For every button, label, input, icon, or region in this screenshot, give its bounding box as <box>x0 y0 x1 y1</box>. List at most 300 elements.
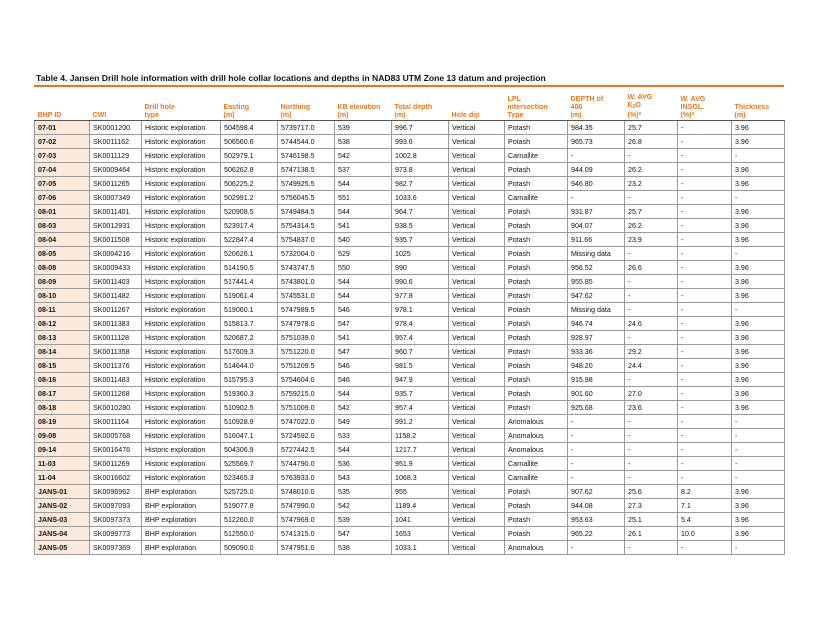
table-cell: Historic exploration <box>142 345 221 359</box>
bhp-id-cell: 09-14 <box>35 443 90 457</box>
table-row <box>35 289 785 303</box>
table-row <box>35 513 785 527</box>
table-row <box>35 359 785 373</box>
table-cell: Vertical <box>449 331 505 345</box>
bhp-id-cell: JANS-03 <box>35 513 90 527</box>
table-cell: 23.2 <box>625 177 678 191</box>
bhp-id-cell: 08-12 <box>35 317 90 331</box>
table-row <box>35 527 785 541</box>
table-cell: 504598.4 <box>221 121 278 135</box>
table-cell: 525569.7 <box>221 457 278 471</box>
table-cell: 8.2 <box>678 485 732 499</box>
table-cell: 539 <box>335 121 392 135</box>
table-cell: SK0011376 <box>90 359 142 373</box>
table-cell: Potash <box>505 303 568 317</box>
table-cell: 925.68 <box>568 401 625 415</box>
column-header-line: CWI <box>92 111 107 119</box>
table-cell: Vertical <box>449 191 505 205</box>
table-cell: Historic exploration <box>142 457 221 471</box>
table-cell: 506560.6 <box>221 135 278 149</box>
table-cell: 1033.6 <box>392 191 449 205</box>
table-row <box>35 387 785 401</box>
table-cell: 3.96 <box>732 205 785 219</box>
table-cell: 523917.4 <box>221 219 278 233</box>
table-cell: Vertical <box>449 149 505 163</box>
table-cell: 3.96 <box>732 163 785 177</box>
table-cell: 5746198.5 <box>278 149 335 163</box>
bhp-id-cell: 07-04 <box>35 163 90 177</box>
table-cell: 5744544.0 <box>278 135 335 149</box>
table-cell: Vertical <box>449 205 505 219</box>
bhp-id-cell: 08-01 <box>35 205 90 219</box>
table-cell: 1653 <box>392 527 449 541</box>
table-cell: Vertical <box>449 289 505 303</box>
table-cell: 529 <box>335 247 392 261</box>
bhp-id-cell: 08-13 <box>35 331 90 345</box>
table-row <box>35 331 785 345</box>
table-cell: 541 <box>335 219 392 233</box>
column-header <box>35 87 90 121</box>
table-row <box>35 471 785 485</box>
table-cell: 5724592.0 <box>278 429 335 443</box>
table-cell: Historic exploration <box>142 219 221 233</box>
table-cell: 3.96 <box>732 331 785 345</box>
table-cell: 3.96 <box>732 219 785 233</box>
table-cell: 944.08 <box>568 499 625 513</box>
table-row <box>35 401 785 415</box>
table-cell: Historic exploration <box>142 233 221 247</box>
table-cell: 993.6 <box>392 135 449 149</box>
table-row <box>35 303 785 317</box>
table-cell: Potash <box>505 275 568 289</box>
table-cell: - <box>732 429 785 443</box>
table-cell: 978.4 <box>392 317 449 331</box>
column-header-line: Total depth <box>394 103 433 111</box>
table-cell: SK0011401 <box>90 205 142 219</box>
table-cell: 5754604.0 <box>278 373 335 387</box>
table-cell: 991.2 <box>392 415 449 429</box>
table-cell: SK0010280 <box>90 401 142 415</box>
table-cell: 519360.3 <box>221 387 278 401</box>
table-cell: Historic exploration <box>142 275 221 289</box>
table-cell: SK0012931 <box>90 219 142 233</box>
column-header-line: (m) <box>570 111 582 119</box>
table-cell: 3.96 <box>732 177 785 191</box>
table-cell: - <box>678 275 732 289</box>
table-cell: - <box>678 261 732 275</box>
table-cell: Vertical <box>449 135 505 149</box>
table-row <box>35 443 785 457</box>
table-cell: - <box>625 331 678 345</box>
bhp-id-cell: 07-01 <box>35 121 90 135</box>
table-cell: 538 <box>335 541 392 555</box>
table-cell: - <box>568 415 625 429</box>
table-cell: 519077.8 <box>221 499 278 513</box>
table-cell: 517609.3 <box>221 345 278 359</box>
table-cell: SK0016476 <box>90 443 142 457</box>
column-header-line: W. AVG <box>627 93 653 101</box>
column-header <box>732 87 785 121</box>
table-cell: 984.35 <box>568 121 625 135</box>
table-cell: 26.2 <box>625 219 678 233</box>
table-cell: 5751039.0 <box>278 331 335 345</box>
table-cell: SK0007349 <box>90 191 142 205</box>
column-header-line: Drill hole <box>144 103 175 111</box>
table-cell: SK0011269 <box>90 457 142 471</box>
table-cell: Historic exploration <box>142 205 221 219</box>
bhp-id-cell: JANS-05 <box>35 541 90 555</box>
table-cell: Potash <box>505 401 568 415</box>
table-cell: 520908.5 <box>221 205 278 219</box>
table-cell: Historic exploration <box>142 331 221 345</box>
table-row <box>35 457 785 471</box>
table-cell: 3.96 <box>732 373 785 387</box>
bhp-id-cell: 07-02 <box>35 135 90 149</box>
table-cell: Vertical <box>449 499 505 513</box>
table-cell: BHP exploration <box>142 527 221 541</box>
table-cell: Vertical <box>449 247 505 261</box>
table-cell: 938.5 <box>392 219 449 233</box>
table-cell: Vertical <box>449 513 505 527</box>
table-cell: Historic exploration <box>142 429 221 443</box>
table-cell: BHP exploration <box>142 499 221 513</box>
column-header <box>221 87 278 121</box>
table-cell: Potash <box>505 387 568 401</box>
table-cell: - <box>568 429 625 443</box>
table-cell: Potash <box>505 513 568 527</box>
table-cell: Vertical <box>449 163 505 177</box>
table-cell: 520626.1 <box>221 247 278 261</box>
table-cell: BHP exploration <box>142 513 221 527</box>
table-cell: 515813.7 <box>221 317 278 331</box>
table-cell: 5747990.0 <box>278 499 335 513</box>
table-cell: 957.4 <box>392 401 449 415</box>
table-cell: 543 <box>335 471 392 485</box>
table-cell: 5747022.0 <box>278 415 335 429</box>
table-cell: - <box>625 415 678 429</box>
table-cell: Vertical <box>449 177 505 191</box>
table-cell: 911.66 <box>568 233 625 247</box>
table-row <box>35 233 785 247</box>
table-cell: - <box>678 149 732 163</box>
table-cell: 3.96 <box>732 387 785 401</box>
table-cell: SK0097373 <box>90 513 142 527</box>
table-cell: Historic exploration <box>142 303 221 317</box>
table-cell: 5747951.0 <box>278 541 335 555</box>
table-cell: BHP exploration <box>142 541 221 555</box>
table-cell: 27.3 <box>625 499 678 513</box>
table-cell: 27.0 <box>625 387 678 401</box>
table-cell: Carnallite <box>505 191 568 205</box>
table-cell: 5744790.0 <box>278 457 335 471</box>
table-cell: - <box>625 373 678 387</box>
table-cell: 3.96 <box>732 135 785 149</box>
column-header-line: (m) <box>223 111 235 119</box>
bhp-id-cell: 08-17 <box>35 387 90 401</box>
table-cell: 944.09 <box>568 163 625 177</box>
table-cell: 550 <box>335 261 392 275</box>
column-header-line: type <box>144 111 160 119</box>
table-cell: SK0099773 <box>90 527 142 541</box>
table-cell: 24.4 <box>625 359 678 373</box>
table-cell: Missing data <box>568 247 625 261</box>
table-cell: Vertical <box>449 233 505 247</box>
table-cell: 948.20 <box>568 359 625 373</box>
table-cell: 5747978.0 <box>278 317 335 331</box>
table-cell: - <box>568 443 625 457</box>
table-cell: 520687.2 <box>221 331 278 345</box>
table-cell: 533 <box>335 429 392 443</box>
table-cell: 544 <box>335 289 392 303</box>
table-cell: - <box>732 149 785 163</box>
table-cell: 3.96 <box>732 401 785 415</box>
table-cell: Vertical <box>449 359 505 373</box>
table-cell: 23.6 <box>625 401 678 415</box>
table-cell: - <box>678 219 732 233</box>
table-cell: 3.96 <box>732 345 785 359</box>
table-cell: - <box>568 149 625 163</box>
table-cell: SK0011358 <box>90 345 142 359</box>
table-cell: Vertical <box>449 219 505 233</box>
table-cell: 536 <box>335 457 392 471</box>
table-cell: - <box>625 289 678 303</box>
table-cell: 1189.4 <box>392 499 449 513</box>
bhp-id-cell: 07-05 <box>35 177 90 191</box>
table-cell: Vertical <box>449 485 505 499</box>
table-cell: - <box>678 121 732 135</box>
table-cell: 522847.4 <box>221 233 278 247</box>
bhp-id-cell: 09-08 <box>35 429 90 443</box>
table-cell: 523465.3 <box>221 471 278 485</box>
table-cell: Historic exploration <box>142 135 221 149</box>
column-header-line: INSOL. <box>680 103 705 111</box>
table-cell: Potash <box>505 163 568 177</box>
table-body <box>35 121 785 555</box>
table-cell: 904.07 <box>568 219 625 233</box>
table-cell: - <box>732 247 785 261</box>
table-cell: 544 <box>335 387 392 401</box>
table-cell: 5751009.0 <box>278 401 335 415</box>
table-cell: SK0004216 <box>90 247 142 261</box>
table-cell: Vertical <box>449 471 505 485</box>
table-cell: 25.7 <box>625 121 678 135</box>
table-row <box>35 149 785 163</box>
table-cell: 1068.3 <box>392 471 449 485</box>
table-cell: 5739717.0 <box>278 121 335 135</box>
table-cell: Potash <box>505 233 568 247</box>
column-header <box>392 87 449 121</box>
table-cell: Vertical <box>449 527 505 541</box>
table-cell: - <box>678 233 732 247</box>
column-header <box>449 87 505 121</box>
table-cell: Historic exploration <box>142 177 221 191</box>
table-cell: 5747138.5 <box>278 163 335 177</box>
table-cell: 935.7 <box>392 387 449 401</box>
table-cell: 955.85 <box>568 275 625 289</box>
table-cell: 964.7 <box>392 205 449 219</box>
table-cell: 547 <box>335 527 392 541</box>
table-cell: - <box>732 191 785 205</box>
bhp-id-cell: 08-18 <box>35 401 90 415</box>
table-cell: Potash <box>505 485 568 499</box>
table-cell: 5.4 <box>678 513 732 527</box>
table-cell: 1033.1 <box>392 541 449 555</box>
table-cell: SK0011267 <box>90 303 142 317</box>
table-cell: - <box>625 191 678 205</box>
table-cell: 947.62 <box>568 289 625 303</box>
table-cell: 3.96 <box>732 485 785 499</box>
column-header-line: (m) <box>337 111 349 119</box>
table-cell: 525725.0 <box>221 485 278 499</box>
table-cell: 549 <box>335 415 392 429</box>
table-cell: - <box>732 415 785 429</box>
table-cell: 977.8 <box>392 289 449 303</box>
column-header-line: W. AVG <box>680 95 706 103</box>
table-cell: 506225.2 <box>221 177 278 191</box>
table-cell: 951.9 <box>392 457 449 471</box>
table-row <box>35 121 785 135</box>
table-cell: - <box>568 471 625 485</box>
table-cell: 5743801.0 <box>278 275 335 289</box>
table-cell: 1041 <box>392 513 449 527</box>
table-cell: - <box>678 373 732 387</box>
table-cell: 901.60 <box>568 387 625 401</box>
table-cell: 5749484.5 <box>278 205 335 219</box>
table-cell: Carnallite <box>505 149 568 163</box>
table-cell: SK0011129 <box>90 149 142 163</box>
table-cell: Historic exploration <box>142 415 221 429</box>
table-cell: Vertical <box>449 303 505 317</box>
table-cell: Potash <box>505 219 568 233</box>
column-header-line: KB elevation <box>337 103 381 111</box>
bhp-id-cell: 11-04 <box>35 471 90 485</box>
table-cell: 502979.1 <box>221 149 278 163</box>
table-cell: SK0009464 <box>90 163 142 177</box>
column-header-line: (m) <box>394 111 406 119</box>
table-row <box>35 219 785 233</box>
bhp-id-cell: JANS-01 <box>35 485 90 499</box>
table-cell: 3.96 <box>732 233 785 247</box>
table-cell: 3.96 <box>732 275 785 289</box>
table-cell: 514190.5 <box>221 261 278 275</box>
bhp-id-cell: 07-03 <box>35 149 90 163</box>
table-cell: Vertical <box>449 401 505 415</box>
table-cell: Historic exploration <box>142 289 221 303</box>
bhp-id-cell: 08-11 <box>35 303 90 317</box>
column-header-line: LPL <box>507 95 521 103</box>
bhp-id-cell: 08-19 <box>35 415 90 429</box>
table-cell: - <box>732 303 785 317</box>
bhp-id-cell: 08-08 <box>35 261 90 275</box>
table-cell: 502991.2 <box>221 191 278 205</box>
table-cell: 542 <box>335 149 392 163</box>
table-cell: - <box>678 457 732 471</box>
table-cell: 510902.5 <box>221 401 278 415</box>
table-cell: Potash <box>505 317 568 331</box>
table-cell: Historic exploration <box>142 471 221 485</box>
table-row <box>35 317 785 331</box>
table-cell: 5748010.0 <box>278 485 335 499</box>
table-cell: - <box>732 541 785 555</box>
table-cell: 547 <box>335 317 392 331</box>
table-row <box>35 205 785 219</box>
bhp-id-cell: 08-16 <box>35 373 90 387</box>
table-cell: Vertical <box>449 541 505 555</box>
column-header <box>568 87 625 121</box>
bhp-id-cell: 08-05 <box>35 247 90 261</box>
table-cell: SK0005768 <box>90 429 142 443</box>
table-cell: - <box>625 429 678 443</box>
table-cell: 947.9 <box>392 373 449 387</box>
table-cell: 5747969.0 <box>278 513 335 527</box>
table-cell: SK0097369 <box>90 541 142 555</box>
table-cell: 5727442.5 <box>278 443 335 457</box>
column-header-line: Thickness <box>734 103 770 111</box>
table-cell: 3.96 <box>732 261 785 275</box>
table-cell: 535 <box>335 485 392 499</box>
column-header-line: intersection <box>507 103 548 111</box>
table-cell: Potash <box>505 373 568 387</box>
table-cell: 3.96 <box>732 317 785 331</box>
bhp-id-cell: 08-03 <box>35 219 90 233</box>
table-cell: 915.98 <box>568 373 625 387</box>
table-cell: 996.7 <box>392 121 449 135</box>
table-cell: 26.2 <box>625 163 678 177</box>
table-cell: SK0096962 <box>90 485 142 499</box>
table-row <box>35 177 785 191</box>
table-cell: 5754314.5 <box>278 219 335 233</box>
column-header-line: (%)* <box>680 111 695 119</box>
table-row <box>35 135 785 149</box>
table-cell: Potash <box>505 345 568 359</box>
table-cell: 965.22 <box>568 527 625 541</box>
table-cell: Historic exploration <box>142 163 221 177</box>
table-cell: 1158.2 <box>392 429 449 443</box>
table-cell: 26.1 <box>625 527 678 541</box>
table-cell: 23.9 <box>625 233 678 247</box>
table-cell: 5763933.0 <box>278 471 335 485</box>
table-cell: Potash <box>505 331 568 345</box>
table-cell: 978.1 <box>392 303 449 317</box>
table-cell: - <box>678 289 732 303</box>
table-cell: Anomalous <box>505 541 568 555</box>
table-row <box>35 485 785 499</box>
column-header-line: Northing <box>280 103 311 111</box>
drill-hole-table <box>34 87 785 555</box>
bhp-id-cell: 08-10 <box>35 289 90 303</box>
bhp-id-cell: JANS-04 <box>35 527 90 541</box>
table-row <box>35 499 785 513</box>
table-cell: SK0016602 <box>90 471 142 485</box>
table-cell: Carnallite <box>505 457 568 471</box>
table-cell: 512550.0 <box>221 527 278 541</box>
table-cell: 519060.1 <box>221 303 278 317</box>
table-cell: - <box>625 247 678 261</box>
bhp-id-cell: 07-06 <box>35 191 90 205</box>
bhp-id-cell: JANS-02 <box>35 499 90 513</box>
table-cell: - <box>625 471 678 485</box>
table-cell: 542 <box>335 499 392 513</box>
table-cell: 515795.3 <box>221 373 278 387</box>
table-cell: Anomalous <box>505 443 568 457</box>
table-cell: 1002.8 <box>392 149 449 163</box>
table-cell: - <box>625 443 678 457</box>
table-row <box>35 345 785 359</box>
table-cell: SK0001200 <box>90 121 142 135</box>
table-cell: 990 <box>392 261 449 275</box>
table-cell: 5756045.5 <box>278 191 335 205</box>
column-header-line: 406 <box>570 103 583 111</box>
